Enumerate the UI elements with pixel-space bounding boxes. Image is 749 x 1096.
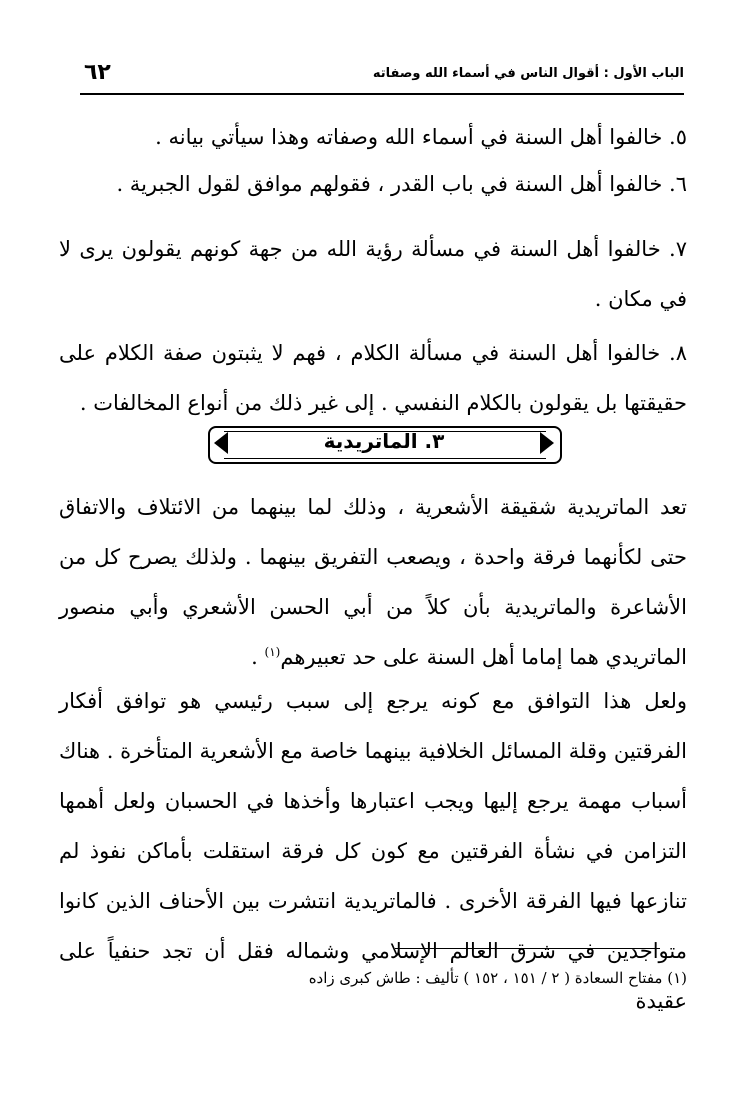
running-header	[84, 60, 684, 94]
section-banner	[202, 418, 566, 470]
footnote-reference: (١)	[264, 645, 281, 659]
footnote-separator	[395, 948, 660, 949]
list-item-7: ٧. خالفوا أهل السنة في مسألة رؤية الله من جهة كونهم يقولون يرى لا في مكان .	[59, 237, 687, 311]
list-item-5: ٥. خالفوا أهل السنة في أسماء الله وصفاته وهذا سيأتي بيانه .	[155, 125, 687, 149]
list-item-6: ٦. خالفوا أهل السنة في باب القدر ، فقولهم موافق لقول الجبرية .	[116, 172, 687, 196]
arrow-right-icon	[540, 432, 554, 454]
section-title: ٣. الماتريدية	[323, 429, 445, 453]
footnote: (١) مفتاح السعادة ( ٢ / ١٥١ ، ١٥٢ ) تأليف : طاش كبرى زاده	[308, 969, 687, 987]
paragraph-1-end: .	[251, 645, 265, 669]
paragraph-1-text: تعد الماتريدية شقيقة الأشعرية ، وذلك لما بينهما من الائتلاف والاتفاق حتى لكأنهما فرقة واحدة ، ويصعب التفريق بينهما . ولذلك يصرح كل من الأشاعرة والماتريدية بأن كلاً من أبي الحسن الأشعري وأبي منصور الماتريدي هما إماما أهل السنة على حد تعبيرهم	[59, 495, 687, 669]
paragraph-2: ولعل هذا التوافق مع كونه يرجع إلى سبب رئيسي هو توافق أفكار الفرقتين وقلة المسائل الخلافية بينهما خاصة مع الأشعرية المتأخرة . هناك أسباب مهمة يرجع إليها ويجب اعتبارها وأخذها في الحسبان ولعل أهمها التزامن في نشأة الفرقتين مع كون كل فرقة استقلت بأماكن نفوذ لم تنازعها فيها الفرقة الأخرى . فالماتريدية انتشرت بين الأحناف الذين كانوا متواجدين في شرق العالم الإسلامي وشماله فقل أن تجد حنفياً على عقيدة	[59, 689, 687, 1013]
list-item-8: ٨. خالفوا أهل السنة في مسألة الكلام ، فهم لا يثبتون صفة الكلام على حقيقتها بل يقولون بالكلام النفسي . إلى غير ذلك من أنواع المخالفات .	[59, 341, 687, 415]
chapter-title: الباب الأول : أقوال الناس في أسماء الله وصفاته	[372, 66, 684, 81]
paragraph-1	[59, 482, 687, 682]
page-number: ٦٢	[84, 60, 111, 85]
header-rule	[80, 93, 684, 95]
arrow-left-icon	[214, 432, 228, 454]
